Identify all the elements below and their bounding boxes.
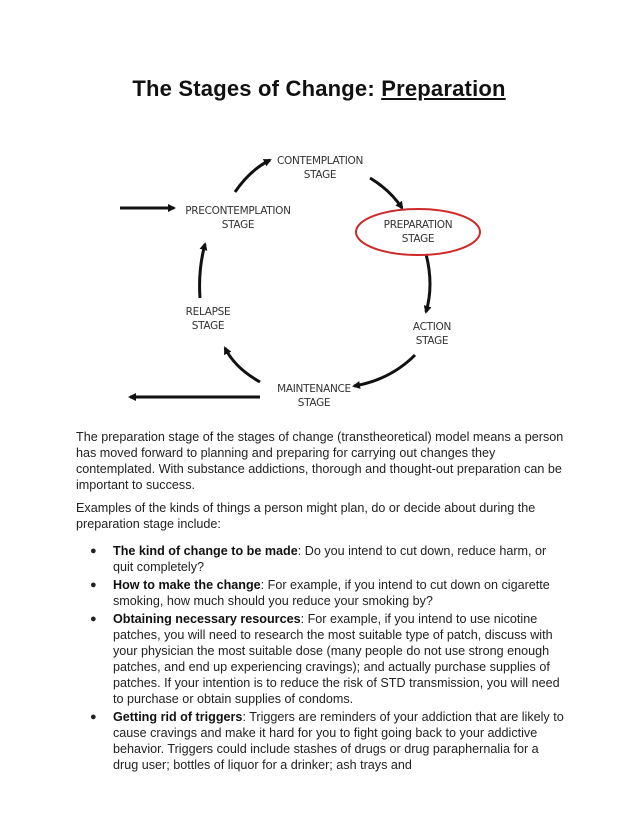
list-item-term: Obtaining necessary resources — [113, 612, 301, 626]
bullet-icon: ● — [90, 579, 97, 591]
list-item-text: : Triggers are reminders of your addiction that are likely to cause cravings and make it hard for you to fight going back to your addictive behavior. Triggers could include stashes of drugs or drug paraphernalia for a drug user; bottles of liquor for a drinker; ash trays and — [113, 710, 564, 772]
examples-list — [76, 543, 566, 775]
arrow-action-to-maintenance — [354, 355, 415, 386]
list-item-term: How to make the change — [113, 578, 261, 592]
arrow-contemplation-to-preparation — [370, 178, 402, 208]
cycle-arrows — [100, 140, 540, 420]
arrow-maintenance-to-relapse — [225, 348, 260, 382]
stage-preparation: PREPARATION STAGE — [383, 219, 453, 245]
stage-precontemplation: PRECONTEMPLATION STAGE — [185, 205, 291, 231]
arrow-relapse-to-precontemplation — [200, 244, 205, 298]
page-title — [0, 76, 638, 102]
list-item-term: The kind of change to be made — [113, 544, 298, 558]
list-item — [76, 543, 566, 575]
arrow-preparation-to-action — [426, 254, 430, 312]
list-item — [76, 577, 566, 609]
list-item-text: : Do you intend to cut down, reduce harm, or quit completely? — [113, 544, 547, 574]
intro-paragraph: The preparation stage of the stages of change (transtheoretical) model means a person has moved forward to planning and preparing for carrying out changes they contemplated. With substance addictions, thorough and thought-out preparation can be important to success. — [76, 430, 564, 492]
list-item-text: : For example, if you intend to use nicotine patches, you will need to research the most suitable type of patch, discuss with your physician the most suitable dose (many people do not use strong enough patches, and end up experiencing cravings); and actually purchase supplies of patches. If your intention is to reduce the risk of STD transmission, you will need to purchase or obtain supplies of condoms. — [113, 612, 560, 706]
bullet-icon: ● — [90, 613, 97, 625]
stage-maintenance: MAINTENANCE STAGE — [277, 383, 351, 409]
title-emphasis: Preparation — [381, 76, 506, 101]
list-item-term: Getting rid of triggers — [113, 710, 243, 724]
examples-paragraph: Examples of the kinds of things a person might plan, do or decide about during the preparation stage include: — [76, 501, 536, 531]
list-item — [76, 709, 566, 773]
bullet-icon: ● — [90, 545, 97, 557]
stages-of-change-diagram — [100, 140, 540, 420]
bullet-icon: ● — [90, 711, 97, 723]
stage-contemplation: CONTEMPLATION STAGE — [276, 155, 364, 181]
list-item — [76, 611, 566, 707]
title-prefix: The Stages of Change: — [132, 76, 382, 101]
stage-relapse: RELAPSE STAGE — [185, 306, 231, 332]
list-item-text: : For example, if you intend to cut down on cigarette smoking, how much should you reduce your smoking by? — [113, 578, 550, 608]
stage-action: ACTION STAGE — [412, 321, 452, 347]
arrow-precontemplation-to-contemplation — [235, 160, 270, 192]
